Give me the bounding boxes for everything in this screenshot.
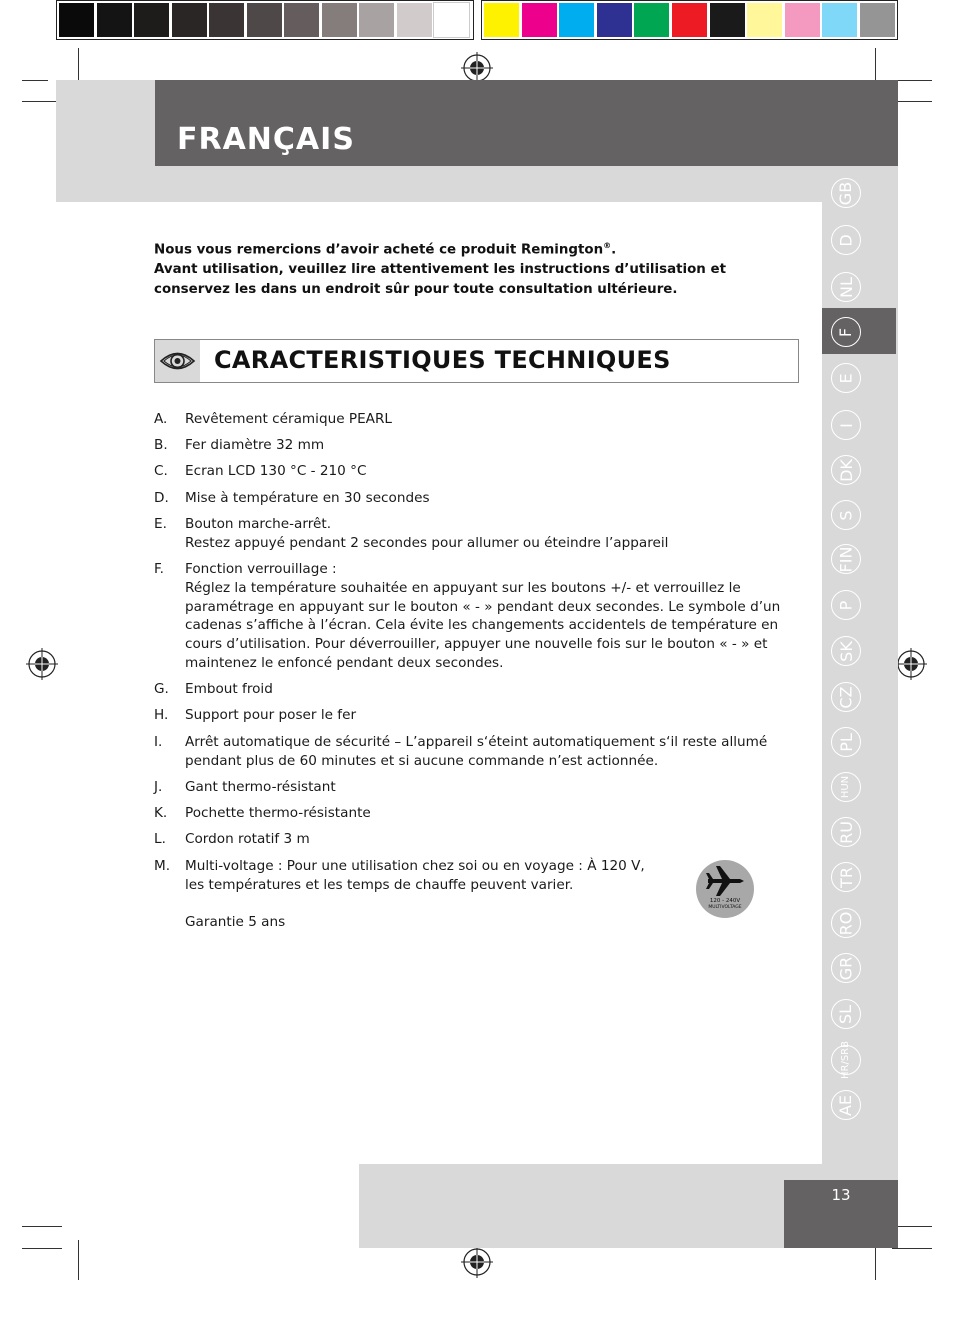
spec-text: Support pour poser le fer — [185, 707, 357, 723]
spec-text-block — [185, 804, 785, 823]
language-tab-e[interactable] — [831, 363, 861, 393]
language-tab-label: SK — [836, 640, 856, 662]
color-swatch — [322, 3, 357, 37]
color-swatch — [484, 3, 519, 37]
registration-mark-icon — [26, 648, 58, 680]
color-swatch — [710, 3, 745, 37]
color-swatch — [785, 3, 820, 37]
color-swatch — [172, 3, 207, 37]
language-tab-sl[interactable] — [831, 999, 861, 1029]
language-tab-p[interactable] — [831, 590, 861, 620]
color-swatch — [359, 3, 394, 37]
spec-text: Gant thermo-résistant — [185, 779, 336, 795]
crop-mark — [892, 101, 932, 102]
language-tab-label: I — [836, 422, 856, 428]
spec-letter: K. — [154, 805, 168, 821]
spec-text-block — [185, 706, 785, 725]
language-tab-label: RO — [836, 911, 856, 935]
crop-mark — [892, 1226, 932, 1227]
color-swatch — [559, 3, 594, 37]
registration-mark-icon — [461, 1246, 493, 1278]
spec-detail: Réglez la température souhaitée en appuyant sur les boutons +/- et verrouillez le paramétrage en appuyant sur le bouton « - » pendant deux secondes. Le symbole d’un cadenas s’affiche à l’écran. Cela évite les changements accidentels de température en cours d’utilisation. Pour déverrouiller, appuyer une nouvelle fois sur le bouton « - » et maintenez le enfoncé pendant deux secondes. — [185, 579, 781, 671]
spec-text: Cordon rotatif 3 m — [185, 831, 310, 847]
color-swatch — [860, 3, 895, 37]
language-tab-label: DK — [836, 458, 856, 482]
language-tab-tr[interactable] — [831, 862, 861, 892]
language-tab-dk[interactable] — [831, 455, 861, 485]
language-tab-label: NL — [836, 276, 856, 298]
language-tab-f[interactable] — [831, 317, 861, 347]
language-tab-d[interactable] — [831, 225, 861, 255]
page-number: 13 — [831, 1186, 851, 1204]
color-swatch — [822, 3, 857, 37]
spec-text-block — [185, 733, 785, 771]
language-tab-gr[interactable] — [831, 953, 861, 983]
spec-text-block — [185, 462, 785, 481]
intro-text — [154, 236, 794, 300]
spec-letter: F. — [154, 561, 164, 577]
color-swatch — [434, 3, 469, 37]
spec-text-block — [185, 410, 785, 429]
spec-text-block — [185, 830, 785, 849]
language-tab-label: FIN — [836, 546, 856, 572]
language-tab-cz[interactable] — [831, 682, 861, 712]
color-swatch — [247, 3, 282, 37]
section-title: CARACTERISTIQUES TECHNIQUES — [214, 346, 671, 374]
crop-mark — [22, 80, 48, 81]
crop-mark — [78, 1240, 79, 1280]
color-swatch — [397, 3, 432, 37]
spec-letter: A. — [154, 411, 168, 427]
spec-text-block — [185, 560, 785, 673]
multivoltage-badge — [694, 858, 756, 920]
spec-text: Mise à température en 30 secondes — [185, 490, 430, 506]
crop-mark — [892, 1248, 932, 1249]
intro-thanks: Nous vous remercions d’avoir acheté ce produit Remington — [154, 242, 604, 258]
language-tab-label: GR — [836, 956, 856, 980]
spec-letter: E. — [154, 516, 167, 532]
language-tab-label: CZ — [836, 685, 856, 709]
language-tab-label: HUN — [839, 775, 851, 799]
spec-text-block — [185, 436, 785, 455]
language-tab-label: PL — [836, 732, 856, 752]
language-tab-label: P — [836, 600, 856, 610]
language-tab-fin[interactable] — [831, 544, 861, 574]
language-tab-hun[interactable] — [831, 772, 861, 802]
spec-letter: C. — [154, 463, 168, 479]
spec-text: Embout froid — [185, 681, 273, 697]
color-swatch — [134, 3, 169, 37]
badge-label: MULTIVOLTAGE — [708, 905, 742, 910]
warranty-text: Garantie 5 ans — [185, 914, 286, 930]
spec-letter: I. — [154, 734, 163, 750]
color-swatch — [284, 3, 319, 37]
language-tab-nl[interactable] — [831, 272, 861, 302]
spec-text-block — [185, 489, 785, 508]
intro-period: . — [611, 242, 617, 258]
language-tab-sk[interactable] — [831, 636, 861, 666]
intro-instructions: Avant utilisation, veuillez lire attentivement les instructions d’utilisation et conservez les dans un endroit sûr pour toute consultation ultérieure. — [154, 262, 726, 298]
language-tab-label: F — [836, 327, 856, 337]
color-swatch — [672, 3, 707, 37]
language-tab-pl[interactable] — [831, 727, 861, 757]
registered-mark: ® — [603, 241, 612, 250]
page-title: FRANÇAIS — [177, 122, 355, 157]
color-swatch — [209, 3, 244, 37]
language-tab-label: SL — [836, 1004, 856, 1024]
crop-mark — [22, 1248, 62, 1249]
language-tab-label: HR/SRB — [840, 1041, 851, 1079]
spec-letter: D. — [154, 490, 169, 506]
language-tab-ro[interactable] — [831, 908, 861, 938]
spec-letter: H. — [154, 707, 169, 723]
eye-icon — [155, 340, 200, 382]
language-tab-hr-srb[interactable] — [831, 1041, 861, 1079]
color-swatch — [747, 3, 782, 37]
spec-text: Ecran LCD 130 °C - 210 °C — [185, 463, 367, 479]
language-tab-ru[interactable] — [831, 817, 861, 847]
spec-text: Pochette thermo-résistante — [185, 805, 371, 821]
badge-voltage: 120 - 240V — [709, 898, 741, 904]
color-swatch — [597, 3, 632, 37]
language-tab-label: TR — [836, 866, 856, 888]
spec-letter: L. — [154, 831, 166, 847]
language-tab-label: AE — [836, 1094, 856, 1116]
spec-text-block — [185, 857, 655, 895]
color-swatch — [59, 3, 94, 37]
language-tab-gb[interactable] — [831, 178, 861, 208]
language-tab-label: RU — [836, 820, 856, 844]
language-tab-label: E — [836, 372, 856, 384]
language-tab-s[interactable] — [831, 500, 861, 530]
spec-text: Fer diamètre 32 mm — [185, 437, 325, 453]
registration-mark-icon — [895, 648, 927, 680]
color-swatch — [522, 3, 557, 37]
spec-letter: G. — [154, 681, 169, 697]
section-icon-box — [155, 340, 200, 382]
spec-text: Multi-voltage : Pour une utilisation chez soi ou en voyage : À 120 V, les températures et les temps de chauffe peuvent varier. — [185, 858, 645, 893]
language-tab-ae[interactable] — [831, 1090, 861, 1120]
spec-text: Arrêt automatique de sécurité – L’appareil s‘éteint automatiquement s‘il reste allumé pendant plus de 60 minutes et si aucune commande n’est actionnée. — [185, 734, 768, 769]
language-tab-label: GB — [836, 181, 856, 205]
spec-text-block — [185, 680, 785, 699]
spec-letter: M. — [154, 858, 171, 874]
spec-letter: B. — [154, 437, 168, 453]
spec-text-block — [185, 778, 785, 797]
spec-detail: Restez appuyé pendant 2 secondes pour allumer ou éteindre l’appareil — [185, 534, 669, 551]
language-tab-label: S — [836, 509, 856, 521]
spec-text-block — [185, 515, 785, 553]
spec-text: Revêtement céramique PEARL — [185, 411, 392, 427]
crop-mark — [22, 1226, 62, 1227]
language-tab-label: D — [836, 233, 856, 247]
spec-text: Bouton marche-arrêt. — [185, 516, 332, 532]
color-swatch — [634, 3, 669, 37]
spec-letter: J. — [154, 779, 163, 795]
spec-text: Fonction verrouillage : — [185, 561, 337, 577]
crop-mark — [892, 80, 932, 81]
color-swatch — [97, 3, 132, 37]
language-tab-i[interactable] — [831, 410, 861, 440]
